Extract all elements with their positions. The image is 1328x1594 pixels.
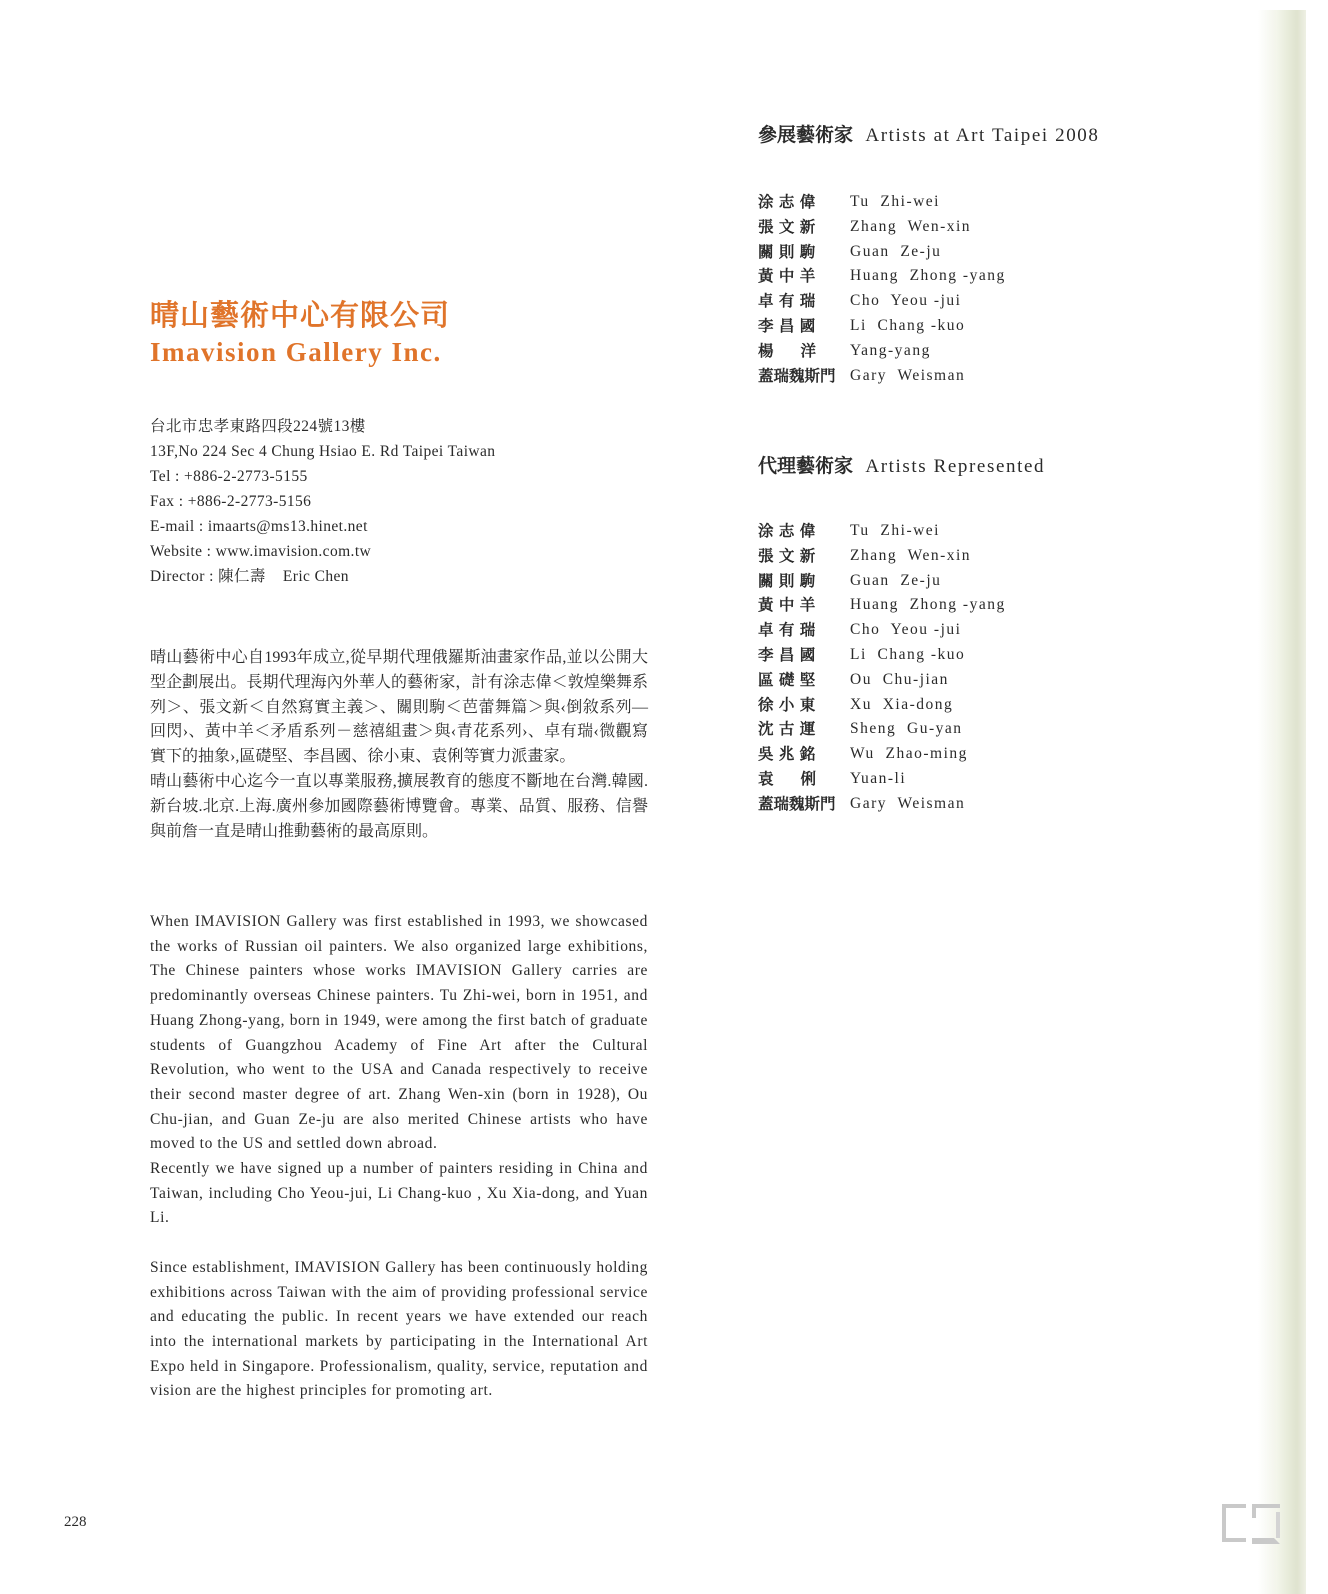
artist-name-zh: 吳 兆 銘 — [758, 744, 816, 764]
artist-row — [758, 618, 1228, 643]
artist-name-zh: 涂 志 偉 — [758, 521, 816, 540]
intro-en-paragraph: Since establishment, IMAVISION Gallery has been continuously holding exhibitions across Taiwan with the aim of providing professional service and educating the public. In recent years we have extended our reach into the international markets by participating in the International Art Expo held in Singapore. Professionalism, quality, service, reputation and vision are the highest principles for promoting art. — [150, 1258, 648, 1400]
tel: Tel : +886-2-2773-5155 — [150, 468, 308, 485]
artist-name-zh: 張 文 新 — [758, 545, 816, 565]
intro-en-paragraph: Recently we have signed up a number of painters residing in China and Taiwan, including Cho Yeou-jui, Li Chang-kuo , Xu Xia-dong, and Yuan Li. — [150, 1160, 648, 1227]
artist-row — [758, 544, 1228, 569]
artist-name-zh: 涂 志 偉 — [758, 192, 816, 211]
artist-name-en: Gary Weisman — [850, 794, 966, 812]
artist-row — [758, 215, 1228, 240]
artist-name-zh: 徐 小 東 — [758, 694, 816, 714]
artist-name-zh: 蓋瑞魏斯門 — [758, 793, 836, 813]
artist-name-en: Wu Zhao-ming — [850, 745, 968, 763]
artist-name-en: Xu Xia-dong — [850, 695, 954, 713]
artist-name-zh: 區 礎 堅 — [758, 669, 816, 689]
artist-row — [758, 364, 1228, 389]
artist-row — [758, 190, 1228, 215]
artist-name-en: Huang Zhong -yang — [850, 596, 1006, 614]
artist-row — [758, 264, 1228, 289]
book-spine-shadow — [1258, 10, 1276, 1594]
artist-name-en: Guan Ze-ju — [850, 571, 942, 589]
artists-represented-heading — [758, 451, 1228, 478]
watermark-logo-icon — [1216, 1498, 1286, 1550]
email: E-mail : imaarts@ms13.hinet.net — [150, 518, 368, 535]
artist-row — [758, 742, 1228, 767]
artist-name-zh: 蓋瑞魏斯門 — [758, 365, 836, 385]
artist-name-zh: 李 昌 國 — [758, 644, 816, 664]
artists-represented-list — [758, 519, 1228, 817]
artist-name-zh: 卓 有 瑞 — [758, 291, 816, 311]
artist-name-en: Yang-yang — [850, 341, 931, 359]
page-number: 228 — [64, 1514, 87, 1530]
artist-row — [758, 693, 1228, 718]
artist-name-zh: 袁 俐 — [758, 768, 816, 788]
artists-taipei-heading-en: Artists at Art Taipei 2008 — [865, 125, 1100, 146]
artist-name-en: Sheng Gu-yan — [850, 720, 963, 738]
director: Director : 陳仁壽 Eric Chen — [150, 568, 349, 585]
intro-zh-paragraph: 晴山藝術中心自1993年成立,從早期代理俄羅斯油畫家作品,並以公開大型企劃展出。長期代理海內外華人的藝術家，計有涂志偉＜敦煌樂舞系列＞、張文新＜自然寫實主義＞、關則駒＜芭蕾舞篇＞與‹倒敘系列—回閃›、黃中羊＜矛盾系列－慈禧組畫＞與‹青花系列›、卓有瑞‹微觀寫實下的抽象›,區礎堅、李昌國、徐小東、袁俐等實力派畫家。 — [150, 649, 648, 766]
address-en: 13F,No 224 Sec 4 Chung Hsiao E. Rd Taipei Taiwan — [150, 443, 496, 460]
contact-block — [150, 414, 648, 589]
artist-row — [758, 314, 1228, 339]
book-spine — [1276, 10, 1306, 1594]
artist-row — [758, 643, 1228, 668]
artist-name-en: Zhang Wen-xin — [850, 217, 972, 235]
artist-name-zh: 黃 中 羊 — [758, 595, 816, 615]
artist-name-en: Cho Yeou -jui — [850, 621, 962, 639]
artist-name-en: Li Chang -kuo — [850, 645, 966, 663]
artist-name-en: Gary Weisman — [850, 366, 966, 384]
gallery-title-block — [150, 298, 648, 370]
artist-row — [758, 289, 1228, 314]
artists-represented-heading-en: Artists Represented — [865, 456, 1046, 477]
artist-name-en: Li Chang -kuo — [850, 316, 966, 334]
intro-en — [150, 910, 648, 1404]
artist-row — [758, 240, 1228, 265]
artist-name-en: Huang Zhong -yang — [850, 267, 1006, 285]
artists-taipei-heading-zh: 參展藝術家 — [758, 125, 854, 146]
artist-name-zh: 關 則 駒 — [758, 570, 816, 590]
artist-row — [758, 668, 1228, 693]
artist-name-zh: 黃 中 羊 — [758, 266, 816, 286]
artist-name-zh: 關 則 駒 — [758, 241, 816, 261]
artist-row — [758, 767, 1228, 792]
artist-name-en: Yuan-li — [850, 769, 907, 787]
artist-name-en: Guan Ze-ju — [850, 242, 942, 260]
gallery-name-zh: 晴山藝術中心有限公司 — [150, 300, 451, 332]
artists-represented-heading-zh: 代理藝術家 — [758, 456, 854, 477]
artist-name-zh: 李 昌 國 — [758, 315, 816, 335]
artist-row — [758, 717, 1228, 742]
website: Website : www.imavision.com.tw — [150, 543, 372, 560]
artist-name-zh: 楊 洋 — [758, 340, 816, 360]
fax: Fax : +886-2-2773-5156 — [150, 493, 312, 510]
intro-zh — [150, 646, 648, 844]
artist-row — [758, 339, 1228, 364]
artist-name-en: Tu Zhi-wei — [850, 193, 940, 210]
artist-name-en: Cho Yeou -jui — [850, 292, 962, 310]
artist-row — [758, 593, 1228, 618]
artist-name-en: Ou Chu-jian — [850, 670, 949, 688]
artist-name-zh: 沈 古 運 — [758, 719, 816, 739]
artist-row — [758, 569, 1228, 594]
intro-zh-paragraph: 晴山藝術中心迄今一直以專業服務,擴展教育的態度不斷地在台灣.韓國.新台坡.北京.上海.廣州參加國際藝術博覽會。專業、品質、服務、信譽與前詹一直是晴山推動藝術的最高原則。 — [150, 772, 648, 840]
address-zh: 台北市忠孝東路四段224號13樓 — [150, 418, 366, 435]
gallery-name-en: Imavision Gallery Inc. — [150, 337, 442, 367]
artist-name-en: Tu Zhi-wei — [850, 522, 940, 539]
artists-taipei-list — [758, 190, 1228, 388]
artist-row — [758, 792, 1228, 817]
artist-name-zh: 卓 有 瑞 — [758, 620, 816, 640]
artists-taipei-heading — [758, 120, 1228, 147]
intro-en-paragraph: When IMAVISION Gallery was first established in 1993, we showcased the works of Russian oil painters. We also organized large exhibitions, The Chinese painters whose works IMAVISION Gallery carries are predominantly overseas Chinese painters. Tu Zhi-wei, born in 1951, and Huang Zhong-yang, born in 1949, were among the first batch of graduate students of Guangzhou Academy of Fine Art after the Cultural Revolution, who went to the USA and Canada respectively to receive their second master degree of art. Zhang Wen-xin (born in 1928), Ou Chu-jian, and Guan Ze-ju are also merited Chinese artists who have moved to the US and settled down abroad. — [150, 913, 648, 1153]
artist-row — [758, 519, 1228, 544]
artist-name-en: Zhang Wen-xin — [850, 546, 972, 564]
artist-name-zh: 張 文 新 — [758, 216, 816, 236]
